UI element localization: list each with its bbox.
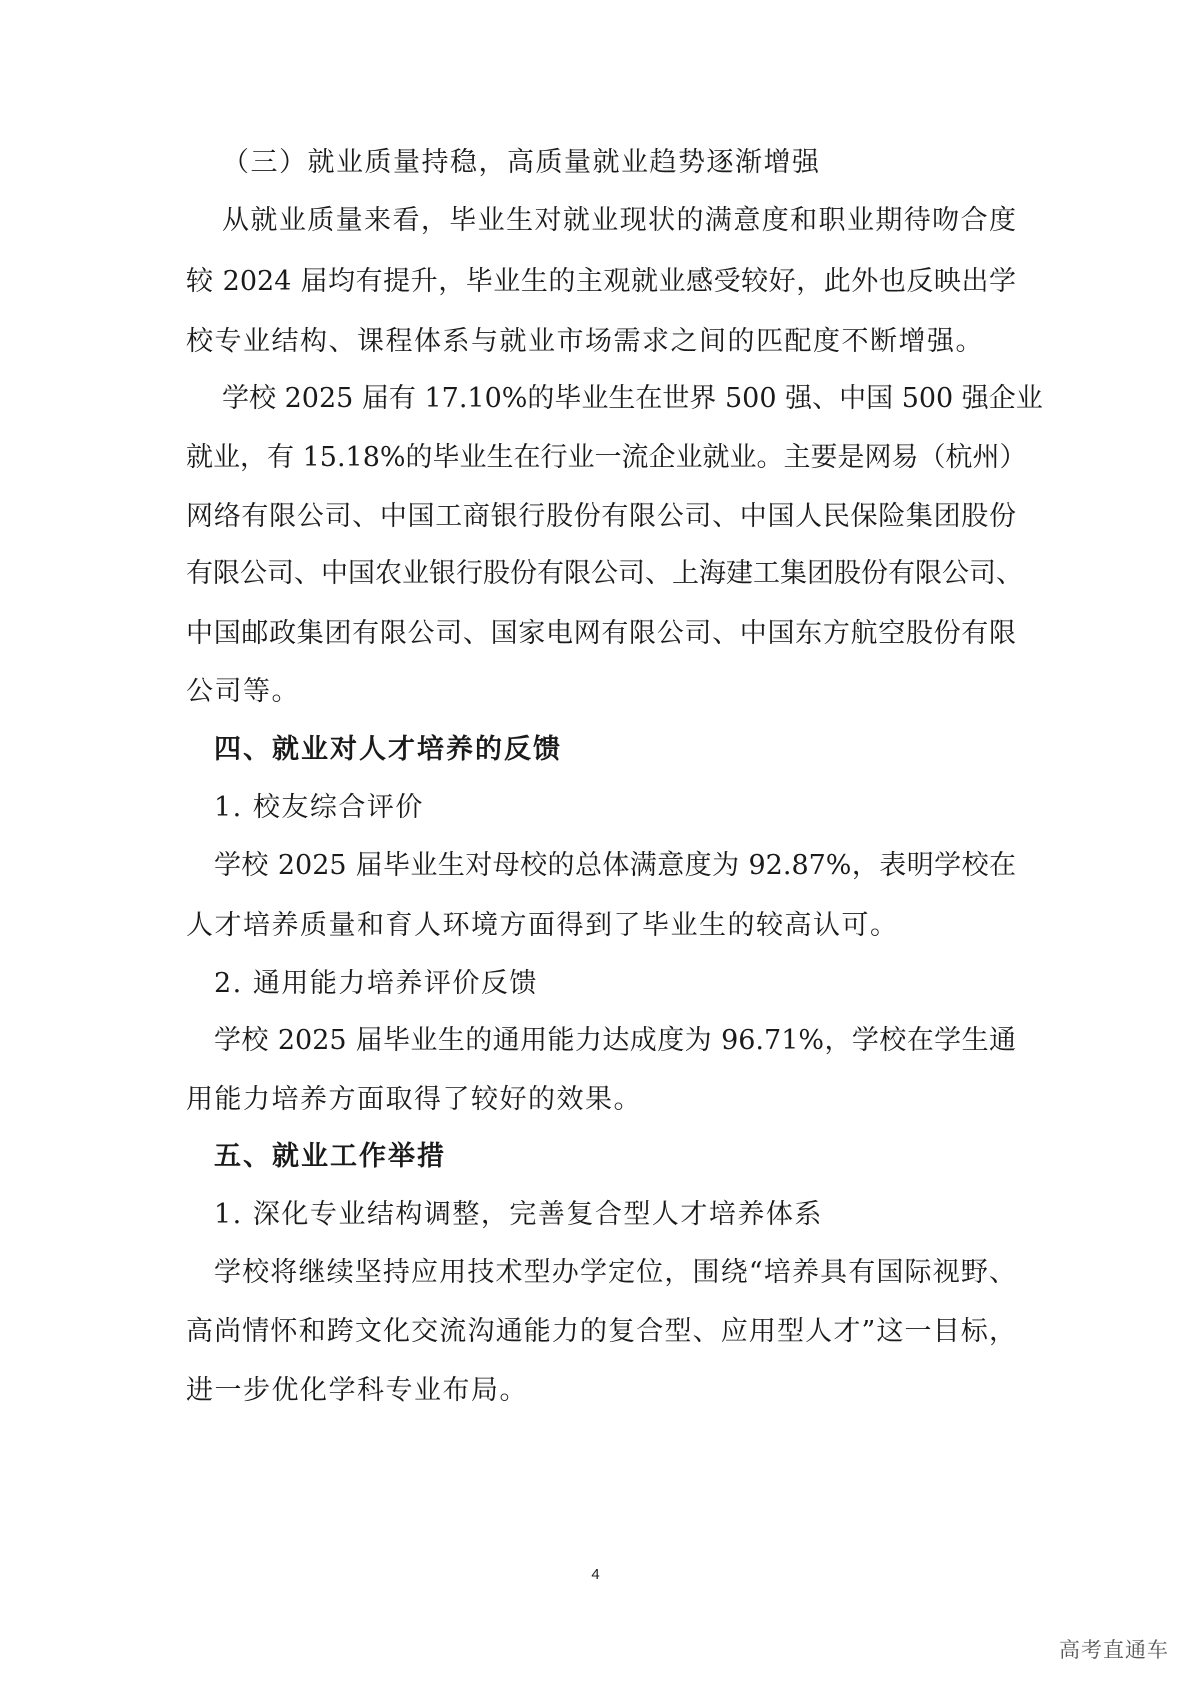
paragraph-line: 从就业质量来看，毕业生对就业现状的满意度和职业期待吻合度	[222, 205, 1016, 236]
paragraph-line: 进一步优化学科专业布局。	[186, 1375, 528, 1406]
section-heading: 五、就业工作举措	[214, 1141, 446, 1172]
item-heading: 1. 校友综合评价	[214, 792, 424, 823]
paragraph-line: 公司等。	[186, 676, 300, 707]
paragraph-line: 有限公司、中国农业银行股份有限公司、上海建工集团股份有限公司、	[186, 558, 1023, 589]
paragraph-line: 学校 2025 届毕业生对母校的总体满意度为 92.87%，表明学校在	[214, 850, 1016, 881]
paragraph-line: 学校 2025 届有 17.10%的毕业生在世界 500 强、中国 500 强企业	[222, 383, 1043, 414]
paragraph-line: 较 2024 届均有提升，毕业生的主观就业感受较好，此外也反映出学	[186, 266, 1016, 297]
page-number: 4	[591, 1566, 600, 1583]
item-heading: 1. 深化专业结构调整，完善复合型人才培养体系	[214, 1199, 823, 1230]
paragraph-line: 校专业结构、课程体系与就业市场需求之间的匹配度不断增强。	[186, 326, 984, 357]
paragraph-line: 网络有限公司、中国工商银行股份有限公司、中国人民保险集团股份	[186, 501, 1016, 532]
paragraph-line: 学校 2025 届毕业生的通用能力达成度为 96.71%，学校在学生通	[214, 1025, 1016, 1056]
paragraph-line: 就业，有 15.18%的毕业生在行业一流企业就业。主要是网易（杭州）	[186, 442, 1027, 473]
paragraph-line: 中国邮政集团有限公司、国家电网有限公司、中国东方航空股份有限	[186, 618, 1016, 649]
subsection-heading: （三）就业质量持稳，高质量就业趋势逐渐增强	[222, 147, 821, 178]
paragraph-line: 人才培养质量和育人环境方面得到了毕业生的较高认可。	[186, 910, 899, 941]
paragraph-line: 学校将继续坚持应用技术型办学定位，围绕“培养具有国际视野、	[214, 1257, 1016, 1288]
paragraph-line: 高尚情怀和跨文化交流沟通能力的复合型、应用型人才”这一目标，	[186, 1316, 1016, 1347]
watermark: 高考直通车	[1059, 1638, 1169, 1662]
paragraph-line: 用能力培养方面取得了较好的效果。	[186, 1084, 642, 1115]
section-heading: 四、就业对人才培养的反馈	[214, 734, 562, 765]
item-heading: 2. 通用能力培养评价反馈	[214, 968, 538, 999]
